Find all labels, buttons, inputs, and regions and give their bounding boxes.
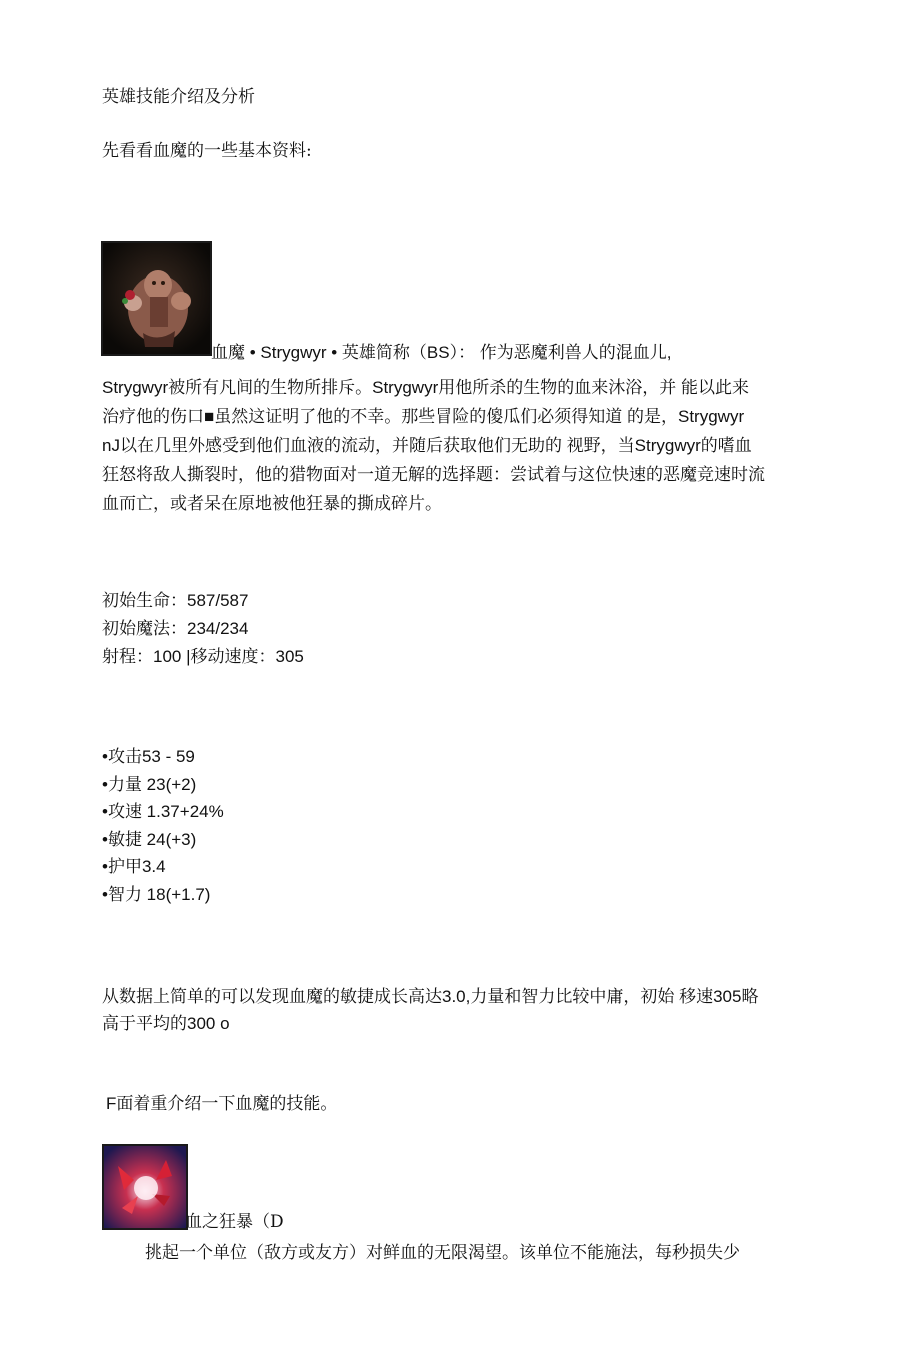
hero-description [102, 373, 822, 518]
stat-mp: 初始魔法：234/234 [102, 619, 249, 638]
desc-line: 治疗他的伤口■虽然这证明了他的不幸。那些冒险的傻瓜们必须得知道 的是，Strygwyr [102, 407, 745, 426]
desc-line: nJ以在几里外感受到他们血液的流动，并随后获取他们无助的 视野，当Strygwyr的嗜血 [102, 436, 752, 455]
skill-name: 血之狂暴（D [185, 1212, 284, 1232]
desc-line: 血而亡，或者呆在原地被他狂暴的撕成碎片。 [102, 494, 442, 513]
hero-portrait-image [101, 241, 212, 356]
attr-agility: •敏捷 24(+3) [102, 829, 197, 849]
bloodrage-icon [104, 1146, 186, 1228]
page-title: 英雄技能介绍及分析 [102, 87, 255, 107]
base-stats [102, 587, 304, 671]
attribute-list [102, 743, 224, 908]
skills-intro: F面着重介绍一下血魔的技能。 [106, 1094, 338, 1113]
attr-intelligence: •智力 18(+1.7) [102, 884, 211, 904]
attr-attack-speed: •攻速 1.37+24% [102, 802, 224, 821]
attr-strength: •力量 23(+2) [102, 774, 197, 794]
hero-header: 血魔 • Strygwyr • 英雄简称（BS）： 作为恶魔利兽人的混血儿, [211, 343, 672, 362]
skill-description: 挑起一个单位（敌方或友方）对鲜血的无限渴望。该单位不能施法，每秒损失少 [145, 1243, 740, 1263]
analysis-paragraph [102, 983, 822, 1037]
analysis-line: 从数据上简单的可以发现血魔的敏捷成长高达3.0,力量和智力比较中庸，初始 移速305略 [102, 987, 759, 1006]
attr-attack: •攻击53 - 59 [102, 747, 195, 766]
skill-bloodrage-image [102, 1144, 188, 1230]
hero-portrait-icon [103, 243, 210, 354]
intro-line: 先看看血魔的一些基本资料: [102, 141, 312, 161]
desc-line: Strygwyr被所有凡间的生物所排斥。Strygwyr用他所杀的生物的血来沐浴，并 能以此来 [102, 378, 749, 397]
desc-line: 狂怒将敌人撕裂时，他的猎物面对一道无解的选择题：尝试着与这位快速的恶魔竞速时流 [102, 465, 765, 484]
stat-hp: 初始生命：587/587 [102, 591, 249, 610]
stat-range-speed: 射程：100 |移动速度：305 [102, 647, 304, 666]
analysis-line: 高于平均的300 o [102, 1014, 230, 1033]
attr-armor: •护甲3.4 [102, 857, 166, 876]
